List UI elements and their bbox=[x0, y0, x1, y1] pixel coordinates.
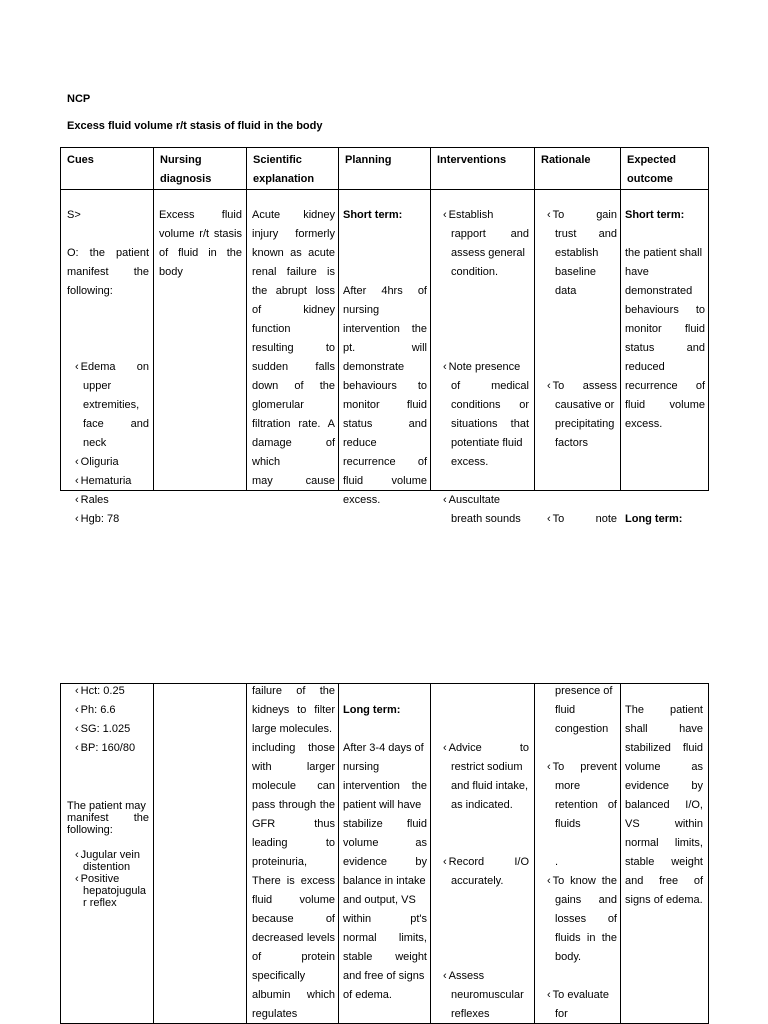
text-line: condition. bbox=[451, 266, 499, 278]
text-line: within pt's bbox=[343, 913, 427, 925]
text-line: and fluid intake, bbox=[451, 780, 529, 792]
text-line: gains and bbox=[555, 894, 617, 906]
text-line: of edema. bbox=[343, 989, 392, 1001]
text-line: conditions or bbox=[451, 399, 529, 411]
text-line: There is excess bbox=[252, 875, 335, 887]
long-term-label: Long term: bbox=[625, 513, 683, 525]
text-line: which bbox=[252, 456, 281, 468]
text-line: manifest the bbox=[67, 266, 149, 278]
text-line: balance in intake bbox=[343, 875, 426, 887]
planning-cell bbox=[339, 190, 431, 506]
text-line: volume r/t stasis bbox=[159, 228, 242, 240]
table-row bbox=[61, 190, 709, 491]
cue-item-cont: neck bbox=[83, 437, 107, 449]
cue-item-cont: face and bbox=[83, 418, 149, 430]
subjective-cue: S> bbox=[67, 209, 81, 221]
diagnosis-cell bbox=[154, 190, 247, 491]
text-line: including those bbox=[252, 742, 335, 754]
text-line: After 4hrs of bbox=[343, 285, 427, 297]
text-line: accurately. bbox=[451, 875, 504, 887]
rationale-item: ‹ To note bbox=[547, 510, 617, 529]
text-line: fluids in the bbox=[555, 932, 617, 944]
text-line: presence of bbox=[555, 685, 613, 697]
text-line: have bbox=[625, 266, 649, 278]
text-line: status and bbox=[343, 418, 427, 430]
text-line: causative or bbox=[555, 399, 615, 411]
text-line: normal limits, bbox=[343, 932, 427, 944]
text-line: the abrupt loss bbox=[252, 285, 335, 297]
text-line: of medical bbox=[451, 380, 529, 392]
text-line: assess general bbox=[451, 247, 525, 259]
rationale-cell bbox=[535, 190, 621, 525]
text-line: of protein bbox=[252, 951, 335, 963]
text-line: patient will have bbox=[343, 799, 422, 811]
rationale-item: ‹ To prevent bbox=[547, 758, 617, 777]
text-line: excess. bbox=[625, 418, 663, 430]
rationale-item: ‹ To know the bbox=[547, 872, 617, 891]
text-line: kidneys to filter bbox=[252, 704, 335, 716]
text-line: more bbox=[555, 780, 581, 792]
short-term-label: Short term: bbox=[343, 209, 403, 221]
text-line: regulates bbox=[252, 1008, 298, 1020]
text-line: pt. will bbox=[343, 342, 427, 354]
cue-item: ‹ BP: 160/80 bbox=[75, 739, 149, 758]
text-line: precipitating bbox=[555, 418, 615, 430]
text-line: nursing bbox=[343, 761, 380, 773]
text-line: behaviours to bbox=[625, 304, 705, 316]
text-line: reduced bbox=[625, 361, 665, 373]
text-line: fluid volume bbox=[343, 475, 427, 487]
cue-item: ‹ Positive bbox=[75, 873, 149, 885]
explanation-cell bbox=[247, 190, 339, 491]
text-line: VS within bbox=[625, 818, 703, 830]
text-line: as indicated. bbox=[451, 799, 513, 811]
text-line: data bbox=[555, 285, 577, 297]
text-line: . bbox=[555, 856, 559, 868]
text-line: establish bbox=[555, 247, 599, 259]
text-line: of fluid in the bbox=[159, 247, 242, 259]
text-line: demonstrate bbox=[343, 361, 405, 373]
text-line: down of the bbox=[252, 380, 335, 392]
text-line: After 3-4 days of bbox=[343, 742, 424, 754]
text-line: body bbox=[159, 266, 183, 278]
text-line: Excess fluid bbox=[159, 209, 242, 221]
col-header-planning: Planning bbox=[339, 148, 431, 190]
col-header-explanation: Scientific explanation bbox=[247, 148, 339, 190]
cue-item-cont: hepatojugula bbox=[83, 885, 147, 897]
text-line: filtration rate. A bbox=[252, 418, 335, 430]
rationale-item: ‹ To gain bbox=[547, 206, 617, 225]
explanation-cell bbox=[247, 684, 339, 1024]
text-line: restrict sodium bbox=[451, 761, 523, 773]
rationale-item: ‹ To assess bbox=[547, 377, 617, 396]
cue-item-cont: extremities, bbox=[83, 399, 140, 411]
text-line: resulting to bbox=[252, 342, 335, 354]
text-line: with larger bbox=[252, 761, 335, 773]
text-line: fluid volume bbox=[252, 894, 335, 906]
text-line: retention of bbox=[555, 799, 617, 811]
text-line: losses of bbox=[555, 913, 617, 925]
intervention-item: ‹ Assess bbox=[443, 967, 529, 986]
text-line: status and bbox=[625, 342, 705, 354]
text-line: recurrence of bbox=[625, 380, 705, 392]
text-line: volume as bbox=[625, 761, 703, 773]
text-line: the patient shall bbox=[625, 247, 703, 259]
text-line: The patient may bbox=[67, 800, 146, 812]
text-line: fluids bbox=[555, 818, 581, 830]
text-line: rapport and bbox=[451, 228, 529, 240]
text-line: O: the patient bbox=[67, 247, 149, 259]
text-line: glomerular bbox=[252, 399, 304, 411]
interventions-cell bbox=[431, 684, 535, 1024]
rationale-item: ‹ To evaluate bbox=[547, 986, 617, 1005]
cue-item-cont: distention bbox=[83, 861, 131, 873]
text-line: failure of the bbox=[252, 685, 335, 697]
text-line: specifically bbox=[252, 970, 306, 982]
text-line: evidence by bbox=[625, 780, 703, 792]
text-line: potentiate fluid bbox=[451, 437, 523, 449]
table-row bbox=[61, 684, 709, 1024]
text-line: pass through the bbox=[252, 799, 335, 811]
text-line: Acute kidney bbox=[252, 209, 335, 221]
text-line: intervention the bbox=[343, 780, 427, 792]
text-line: manifest the bbox=[67, 812, 149, 824]
text-line: body. bbox=[555, 951, 582, 963]
col-header-rationale: Rationale bbox=[535, 148, 621, 190]
text-line: reflexes bbox=[451, 1008, 490, 1020]
intervention-item: ‹ Record I/O bbox=[443, 853, 529, 872]
short-term-label: Short term: bbox=[625, 209, 685, 221]
text-line: proteinuria, bbox=[252, 856, 308, 868]
cue-item: ‹ Oliguria bbox=[75, 453, 149, 472]
long-term-label: Long term: bbox=[343, 704, 401, 716]
text-line: signs of edema. bbox=[625, 894, 703, 906]
text-line: The patient bbox=[625, 704, 703, 716]
document-heading: NCP bbox=[67, 93, 91, 105]
ncp-table-page-2 bbox=[60, 683, 709, 1024]
text-line: and free of signs bbox=[343, 970, 425, 982]
col-header-interventions: Interventions bbox=[431, 148, 535, 190]
text-line: following: bbox=[67, 285, 113, 297]
text-line: following: bbox=[67, 824, 113, 836]
cues-cell bbox=[61, 684, 154, 1024]
text-line: sudden falls bbox=[252, 361, 335, 373]
text-line: demonstrated bbox=[625, 285, 693, 297]
text-line: damage of bbox=[252, 437, 335, 449]
outcome-cell bbox=[621, 684, 709, 1024]
cue-item: ‹ Edema on bbox=[75, 358, 149, 377]
text-line: volume as bbox=[343, 837, 427, 849]
intervention-item: ‹ Advice to bbox=[443, 739, 529, 758]
cue-item-cont: upper bbox=[83, 380, 112, 392]
text-line: baseline bbox=[555, 266, 596, 278]
text-line: renal failure is bbox=[252, 266, 335, 278]
cue-item: ‹ Jugular vein bbox=[75, 849, 149, 861]
text-line: balanced I/O, bbox=[625, 799, 703, 811]
text-line: trust and bbox=[555, 228, 617, 240]
cue-item: ‹ Hgb: 78 bbox=[75, 510, 149, 529]
cue-item: ‹ Hct: 0.25 bbox=[75, 682, 149, 701]
intervention-item: ‹ Note presence bbox=[443, 358, 529, 377]
text-line: stable weight bbox=[343, 951, 427, 963]
intervention-item: ‹ Auscultate bbox=[443, 491, 529, 510]
text-line: reduce bbox=[343, 437, 377, 449]
text-line: intervention the bbox=[343, 323, 427, 335]
cue-item: ‹ Ph: 6.6 bbox=[75, 701, 149, 720]
rationale-cell bbox=[535, 684, 621, 1024]
col-header-cues: Cues bbox=[61, 148, 154, 190]
text-line: congestion bbox=[555, 723, 609, 735]
text-line: stabilized fluid bbox=[625, 742, 703, 754]
text-line: excess. bbox=[343, 494, 381, 506]
text-line: injury formerly bbox=[252, 228, 335, 240]
cues-cell bbox=[61, 190, 154, 525]
text-line: function bbox=[252, 323, 291, 335]
text-line: shall have bbox=[625, 723, 703, 735]
text-line: normal limits, bbox=[625, 837, 703, 849]
text-line: neuromuscular bbox=[451, 989, 524, 1001]
text-line: GFR thus bbox=[252, 818, 335, 830]
col-header-diagnosis: Nursing diagnosis bbox=[154, 148, 247, 190]
planning-cell bbox=[339, 684, 431, 1024]
cue-item: ‹ SG: 1.025 bbox=[75, 720, 149, 739]
outcome-cell bbox=[621, 190, 709, 525]
text-line: excess. bbox=[451, 456, 489, 468]
text-line: behaviours to bbox=[343, 380, 427, 392]
text-line: recurrence of bbox=[343, 456, 427, 468]
text-line: because of bbox=[252, 913, 335, 925]
text-line: large molecules. bbox=[252, 723, 333, 735]
text-line: molecule can bbox=[252, 780, 335, 792]
text-line: monitor fluid bbox=[625, 323, 705, 335]
document-title: Excess fluid volume r/t stasis of fluid in the body bbox=[67, 120, 323, 132]
text-line: breath sounds bbox=[451, 513, 521, 525]
table-header-row bbox=[61, 148, 709, 190]
cue-item: ‹ Rales bbox=[75, 491, 149, 510]
text-line: decreased levels bbox=[252, 932, 335, 944]
text-line: leading to bbox=[252, 837, 335, 849]
text-line: may cause bbox=[252, 475, 335, 487]
text-line: albumin which bbox=[252, 989, 335, 1001]
cue-item: ‹ Hematuria bbox=[75, 472, 149, 491]
text-line: and free of bbox=[625, 875, 703, 887]
text-line: fluid bbox=[555, 704, 576, 716]
text-line: of kidney bbox=[252, 304, 335, 316]
text-line: fluid volume bbox=[625, 399, 705, 411]
col-header-outcome: Expected outcome bbox=[621, 148, 709, 190]
text-line: for bbox=[555, 1008, 568, 1020]
text-line: and output, VS bbox=[343, 894, 416, 906]
diagnosis-cell bbox=[154, 684, 247, 1024]
text-line: situations that bbox=[451, 418, 529, 430]
text-line: stable weight bbox=[625, 856, 703, 868]
text-line: nursing bbox=[343, 304, 380, 316]
ncp-table-page-1 bbox=[60, 147, 709, 525]
text-line: known as acute bbox=[252, 247, 335, 259]
text-line: factors bbox=[555, 437, 589, 449]
text-line: monitor fluid bbox=[343, 399, 427, 411]
text-line: stabilize fluid bbox=[343, 818, 427, 830]
interventions-cell bbox=[431, 190, 535, 525]
text-line: evidence by bbox=[343, 856, 427, 868]
intervention-item: ‹ Establish bbox=[443, 206, 529, 225]
cue-item-cont: r reflex bbox=[83, 897, 117, 909]
